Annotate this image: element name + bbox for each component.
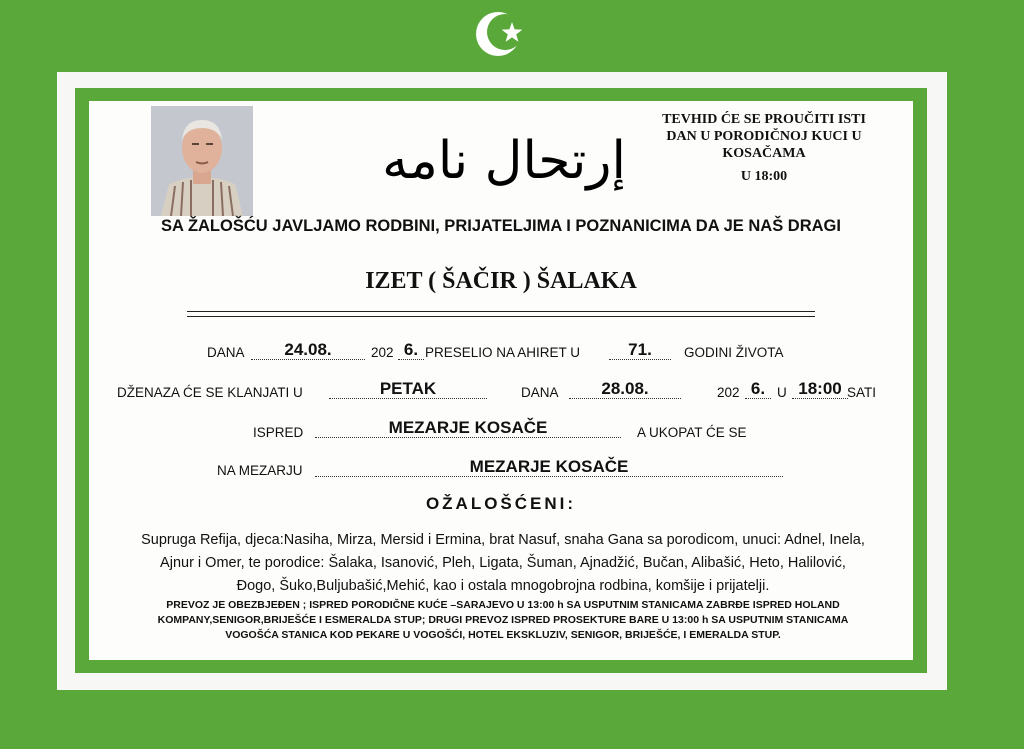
godini-label: GODINI ŽIVOTA <box>684 345 784 360</box>
mourners-title: OŽALOŠĆENI: <box>425 494 577 513</box>
janazah-time: 18:00 <box>792 380 848 399</box>
tevhid-time: U 18:00 <box>740 169 788 184</box>
deceased-photo <box>151 106 253 216</box>
ispred-label: ISPRED <box>253 425 304 440</box>
deceased-name: IZET ( ŠAČIR ) ŠALAKA <box>365 268 637 294</box>
announcement-text: SA ŽALOŠĆU JAVLJAMO RODBINI, PRIJATELJIMA I POZNANICIMA DA JE NAŠ DRAGI <box>161 217 841 235</box>
tevhid-line-3: KOSAČAMA <box>722 146 806 161</box>
janazah-dana-label: DANA <box>521 385 559 400</box>
mourners-line-1: Supruga Refija, djeca:Nasiha, Mirza, Mersid i Ermina, brat Nasuf, snaha Gana sa porodicom, unuci: Adnel, Inela, <box>141 532 865 548</box>
arabic-calligraphy: إرتحال نامه <box>382 131 626 191</box>
crescent-star-icon <box>474 8 526 60</box>
double-rule-divider <box>187 311 815 317</box>
death-dana-label: DANA <box>207 345 245 360</box>
death-age: 71. <box>609 341 671 360</box>
janazah-year-prefix: 202 <box>717 385 740 400</box>
janazah-day: PETAK <box>329 380 487 399</box>
transport-line-3: VOGOŠĆA STANICA KOD PEKARE U VOGOŠĆI, HOTEL EKSKLUZIV, SENIGOR, BRIJEŠĆE, I EMERALDA STUP. <box>225 629 781 641</box>
preselio-label: PRESELIO NA AHIRET U <box>425 345 581 360</box>
death-year-digit: 6. <box>398 341 424 360</box>
mezarju-value: MEZARJE KOSAČE <box>315 458 783 477</box>
ukopat-label: A UKOPAT ĆE SE <box>637 425 747 440</box>
janazah-date: 28.08. <box>569 380 681 399</box>
death-year-prefix: 202 <box>371 345 394 360</box>
mezarju-label: NA MEZARJU <box>217 463 303 478</box>
mourners-list <box>103 529 903 598</box>
tevhid-notice <box>634 111 894 185</box>
janazah-u-label: U <box>777 385 787 400</box>
janazah-year-digit: 6. <box>745 380 771 399</box>
sati-label: SATI <box>847 385 877 400</box>
ispred-value: MEZARJE KOSAČE <box>315 419 621 438</box>
transport-line-2: KOMPANY,SENIGOR,BRIJEŠĆE I ESMERALDA STUP; DRUGI PREVOZ ISPRED PROSEKTURE BARE U 13:00 h SA USPUTNIM STANICAMA <box>157 614 849 626</box>
mourners-line-2: Ajnur i Omer, te porodice: Šalaka, Isanović, Pleh, Ligata, Šuman, Ajnadžić, Bučan, Alibašić, Heto, Halilović, <box>160 555 846 571</box>
tevhid-line-1: TEVHID ĆE SE PROUČITI ISTI <box>662 112 866 127</box>
obituary-card <box>89 101 913 660</box>
tevhid-line-2: DAN U PORODIČNOJ KUCI U <box>666 129 862 144</box>
transport-info <box>103 598 903 643</box>
transport-line-1: PREVOZ JE OBEZBJEĐEN ; ISPRED PORODIČNE KUĆE –SARAJEVO U 13:00 h SA USPUTNIM STANICAMA ZABRĐE ISPRED HOLAND <box>166 599 840 611</box>
mourners-line-3: Đogo, Šuko,Buljubašić,Mehić, kao i ostala mnogobrojna rodbina, komšije i prijatelji. <box>236 578 770 594</box>
janazah-label: DŽENAZA ĆE SE KLANJATI U <box>117 385 303 400</box>
death-date: 24.08. <box>251 341 365 360</box>
